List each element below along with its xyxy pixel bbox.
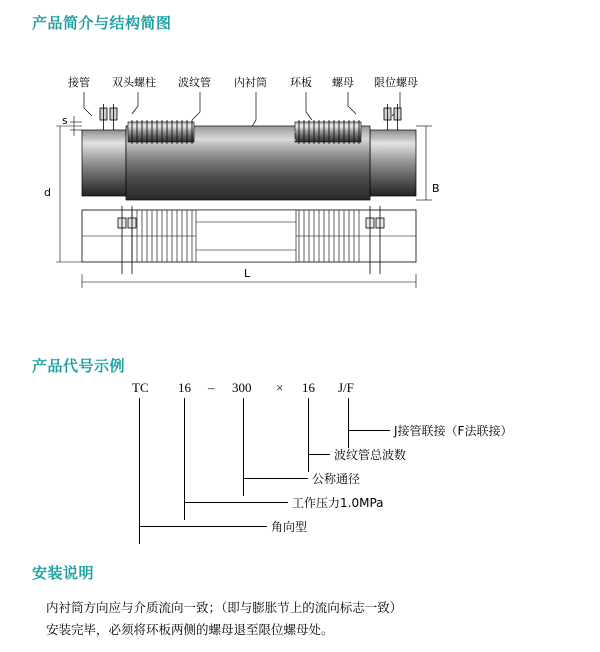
code-token-waves: 16: [302, 380, 315, 395]
section-title-code: 产品代号示例: [32, 358, 126, 375]
part-label-xianwei-luomu: 限位螺母: [374, 76, 418, 89]
code-leader-horizontal-waves: [308, 454, 330, 455]
part-label-jieguan: 接管: [68, 76, 90, 89]
product-structure-diagram: [40, 60, 560, 340]
code-token-times: ×: [276, 380, 284, 395]
code-leader-horizontal-pressure: [184, 502, 288, 503]
code-desc-waves: 波纹管总波数: [334, 448, 407, 462]
dimension-label-s: s: [62, 114, 68, 127]
code-token-pressure: 16: [178, 380, 191, 395]
structure-drawing-svg: [40, 60, 560, 340]
code-desc-pressure: 工作压力1.0MPa: [292, 496, 384, 510]
section-title-install: 安装说明: [32, 565, 95, 582]
part-label-luomu: 螺母: [332, 76, 354, 89]
section-title-intro: 产品简介与结构简图: [32, 15, 172, 32]
part-label-huanban: 环板: [290, 76, 312, 89]
part-label-neichentong: 内衬筒: [234, 76, 267, 89]
install-instruction-line-2: 安装完毕，必须将环板两侧的螺母退至限位螺母处。: [46, 622, 334, 637]
code-leader-horizontal-diameter: [243, 478, 308, 479]
dimension-label-l: L: [244, 267, 251, 280]
code-desc-connection: J接管联接（F法联接）: [394, 424, 513, 438]
part-label-bowenguan: 波纹管: [178, 76, 211, 89]
code-leader-horizontal-type: [139, 526, 267, 527]
code-token-tc: TC: [132, 380, 149, 395]
code-token-dash: –: [208, 380, 215, 395]
code-leader-vertical-connection: [348, 398, 349, 448]
code-desc-type: 角向型: [271, 520, 308, 534]
dimension-label-d: d: [44, 186, 51, 199]
dimension-label-b: B: [432, 182, 440, 195]
code-token-diameter: 300: [232, 380, 252, 395]
code-leader-vertical-type: [139, 398, 140, 544]
install-instruction-line-1: 内衬筒方向应与介质流向一致；（即与膨胀节上的流向标志一致）: [46, 600, 403, 615]
code-desc-diameter: 公称通径: [312, 472, 361, 486]
product-code-example: [60, 380, 560, 540]
code-leader-vertical-waves: [308, 398, 309, 472]
code-leader-vertical-diameter: [243, 398, 244, 496]
part-label-shuangtou-luozhu: 双头螺柱: [112, 76, 156, 89]
code-leader-horizontal-connection: [348, 430, 390, 431]
code-token-connection: J/F: [338, 380, 354, 395]
